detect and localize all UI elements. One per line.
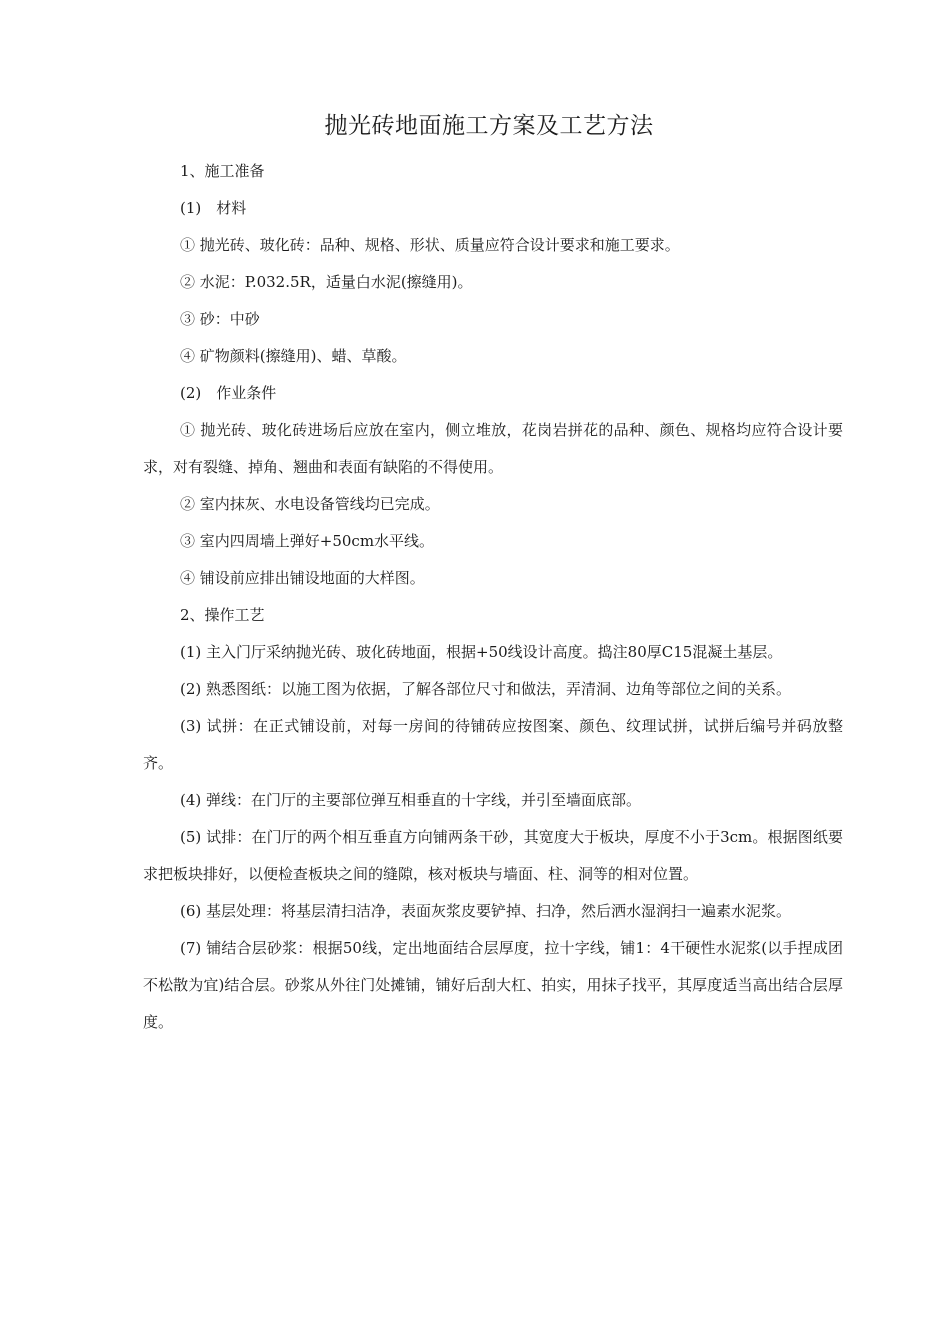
paragraph: (5) 试排：在门厅的两个相互垂直方向铺两条干砂，其宽度大于板块，厚度不小于3cm。根据图纸要求把板块排好，以便检查板块之间的缝隙，核对板块与墙面、柱、洞等的相对位置。 — [143, 828, 843, 883]
list-item: ① 抛光砖、玻化砖：品种、规格、形状、质量应符合设计要求和施工要求。 — [180, 236, 680, 254]
document-title: 抛光砖地面施工方案及工艺方法 — [324, 113, 654, 139]
list-item: ④ 铺设前应排出铺设地面的大样图。 — [180, 569, 425, 587]
paragraph: (3) 试拼：在正式铺设前，对每一房间的待铺砖应按图案、颜色、纹理试拼，试拼后编号并码放整齐。 — [143, 717, 843, 772]
subsection-heading: (1) 材料 — [180, 199, 247, 217]
list-item: ③ 砂：中砂 — [180, 310, 260, 328]
list-item: ① 抛光砖、玻化砖进场后应放在室内，侧立堆放，花岗岩拼花的品种、颜色、规格均应符合设计要求，对有裂缝、掉角、翘曲和表面有缺陷的不得使用。 — [143, 421, 843, 476]
paragraph: (6) 基层处理：将基层清扫洁净，表面灰浆皮要铲掉、扫净，然后洒水湿润扫一遍素水泥浆。 — [180, 902, 792, 920]
section-heading: 1、施工准备 — [180, 162, 265, 180]
subsection-heading: (2) 作业条件 — [180, 384, 277, 402]
paragraph: (7) 铺结合层砂浆：根据50线，定出地面结合层厚度，拉十字线，铺1：4干硬性水泥浆(以手捏成团不松散为宜)结合层。砂浆从外往门处摊铺，铺好后刮大杠、拍实，用抹子找平，其厚度适当高出结合层厚度。 — [143, 939, 843, 1031]
paragraph: (4) 弹线：在门厅的主要部位弹互相垂直的十字线，并引至墙面底部。 — [180, 791, 642, 809]
paragraph: (2) 熟悉图纸：以施工图为依据，了解各部位尺寸和做法，弄清洞、边角等部位之间的关系。 — [180, 680, 792, 698]
section-heading: 2、操作工艺 — [180, 606, 265, 624]
list-item: ③ 室内四周墙上弹好+50cm水平线。 — [180, 532, 435, 550]
paragraph: (1) 主入门厅采纳抛光砖、玻化砖地面，根据+50线设计高度。捣注80厚C15混凝土基层。 — [180, 643, 783, 661]
document-body — [143, 153, 843, 1041]
list-item: ② 水泥：P.032.5R，适量白水泥(擦缝用)。 — [180, 273, 473, 291]
list-item: ④ 矿物颜料(擦缝用)、蜡、草酸。 — [180, 347, 407, 365]
list-item: ② 室内抹灰、水电设备管线均已完成。 — [180, 495, 440, 513]
